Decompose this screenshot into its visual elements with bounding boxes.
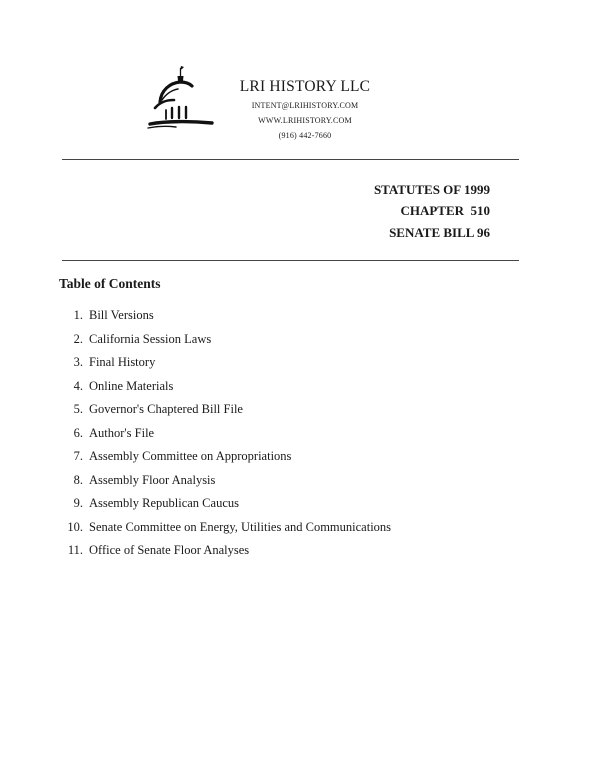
toc-item-label: Governor's Chaptered Bill File xyxy=(89,402,243,416)
divider-top xyxy=(62,159,519,160)
toc-item-label: Online Materials xyxy=(89,378,174,393)
contact-website: WWW.LRIHISTORY.COM xyxy=(258,116,352,125)
chapter-number: CHAPTER 510 xyxy=(400,203,490,218)
contact-email: INTENT@LRIHISTORY.COM xyxy=(251,101,359,110)
toc-item-number: 8. xyxy=(73,472,83,487)
toc-item-number: 9. xyxy=(73,496,83,510)
toc-item-label: Assembly Floor Analysis xyxy=(89,472,216,487)
contact-phone: (916) 442-7660 xyxy=(278,131,332,140)
bill-number: SENATE BILL 96 xyxy=(389,225,490,240)
toc-item-number: 7. xyxy=(73,449,83,463)
toc-item-label: Author's File xyxy=(89,425,155,440)
divider-bottom xyxy=(62,260,519,261)
toc-item-label: Final History xyxy=(89,355,156,369)
toc-item-label: Assembly Committee on Appropriations xyxy=(89,449,292,463)
toc-item-number: 1. xyxy=(73,308,83,322)
toc-item-number: 5. xyxy=(73,402,83,416)
toc-item-number: 6. xyxy=(73,425,83,440)
toc-item-label: Assembly Republican Caucus xyxy=(89,496,239,510)
toc-item-number: 10. xyxy=(67,519,83,534)
toc-item-number: 3. xyxy=(73,355,83,369)
toc-item-label: Senate Committee on Energy, Utilities and Communications xyxy=(89,519,392,534)
capitol-dome-icon xyxy=(146,64,214,136)
toc-title: Table of Contents xyxy=(59,276,161,291)
toc-item-label: Office of Senate Floor Analyses xyxy=(89,543,250,557)
firm-name: LRI HISTORY LLC xyxy=(239,78,371,95)
toc-item-number: 4. xyxy=(73,378,83,393)
toc-item-label: California Session Laws xyxy=(89,331,212,346)
toc-item-number: 2. xyxy=(73,331,83,346)
toc-item-label: Bill Versions xyxy=(89,308,154,322)
statute-year: STATUTES OF 1999 xyxy=(373,182,490,197)
toc-item-number: 11. xyxy=(67,543,83,557)
